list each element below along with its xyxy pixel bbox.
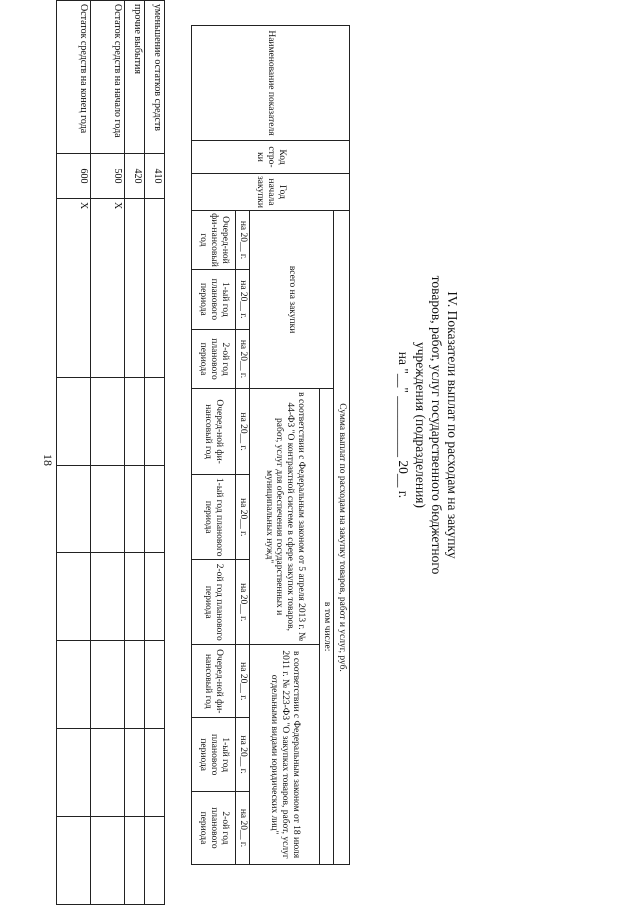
row-code: 410 xyxy=(145,154,165,199)
header-law-44: в соответствии с Федеральным законом от 5 апреля 2013 г. № 44-ФЗ "О контрактной системе в сфере закупок товаров, работ, услуг для обеспечения государственных и муниципальных нужд" xyxy=(250,389,320,645)
cell-mark: X xyxy=(57,199,91,378)
row-name: прочие выбытия xyxy=(125,1,145,154)
row-name: уменьшение остатков средств xyxy=(145,1,165,154)
year-label: на 20__ г. xyxy=(236,645,250,718)
period-current: Очеред-ной фи-нансовый год xyxy=(192,389,236,475)
table-row xyxy=(91,1,125,905)
period-plan-1: 1-ый год планового периода xyxy=(192,718,236,791)
year-label: на 20__ г. xyxy=(236,560,250,645)
header-name: Наименование показателя xyxy=(192,26,350,141)
table-row xyxy=(57,1,91,905)
year-label: на 20__ г. xyxy=(236,210,250,269)
year-label: на 20__ г. xyxy=(236,269,250,329)
year-label: на 20__ г. xyxy=(236,475,250,560)
period-current: Очеред-ной фи-нансовый год xyxy=(192,645,236,718)
row-code: 420 xyxy=(125,154,145,199)
remainder-table xyxy=(56,0,165,905)
section-title-line: IV. Показатели выплат по расходам на закупку xyxy=(445,291,460,559)
period-current: Очеред-ной фи-нансовый год xyxy=(192,210,236,269)
page-number: 18 xyxy=(41,454,55,466)
purchase-payments-table xyxy=(191,25,350,865)
cell-mark xyxy=(145,199,165,378)
cell-mark xyxy=(125,199,145,378)
table-row xyxy=(145,1,165,905)
row-name: Остаток средств на начало года xyxy=(91,1,125,154)
row-code: 600 xyxy=(57,154,91,199)
period-plan-1: 1-ый год планового периода xyxy=(192,475,236,560)
section-title-line: на "__" _________ 20__ г. xyxy=(396,351,412,499)
year-label: на 20__ г. xyxy=(236,389,250,475)
cell-mark: X xyxy=(91,199,125,378)
header-sum: Сумма выплат по расходам на закупку товаров, работ и услуг, руб. xyxy=(334,210,350,864)
year-label: на 20__ г. xyxy=(236,791,250,864)
section-title xyxy=(395,215,460,635)
header-law-223: в соответствии с Федеральным законом от 18 июля 2011 г. № 223-ФЗ "О закупках товаров, работ, услуг отдельными видами юридических лиц" xyxy=(250,645,320,865)
period-plan-2: 2-ой год планового периода xyxy=(192,560,236,645)
row-code: 500 xyxy=(91,154,125,199)
year-label: на 20__ г. xyxy=(236,329,250,388)
period-plan-1: 1-ый год планового периода xyxy=(192,269,236,329)
row-name: Остаток средств на конец года xyxy=(57,1,91,154)
header-code: Код стро-ки xyxy=(192,141,350,174)
period-plan-2: 2-ой год планового периода xyxy=(192,791,236,864)
section-title-line: учреждения (подразделения) xyxy=(412,341,428,509)
table-row xyxy=(125,1,145,905)
header-including: в том числе: xyxy=(320,389,334,865)
section-title-line: товаров, работ, услуг государственного бюджетного xyxy=(428,275,444,575)
header-year: Год начала закупки xyxy=(192,174,350,211)
year-label: на 20__ г. xyxy=(236,718,250,791)
header-total: всего на закупки xyxy=(250,210,334,388)
period-plan-2: 2-ой год планового периода xyxy=(192,329,236,388)
